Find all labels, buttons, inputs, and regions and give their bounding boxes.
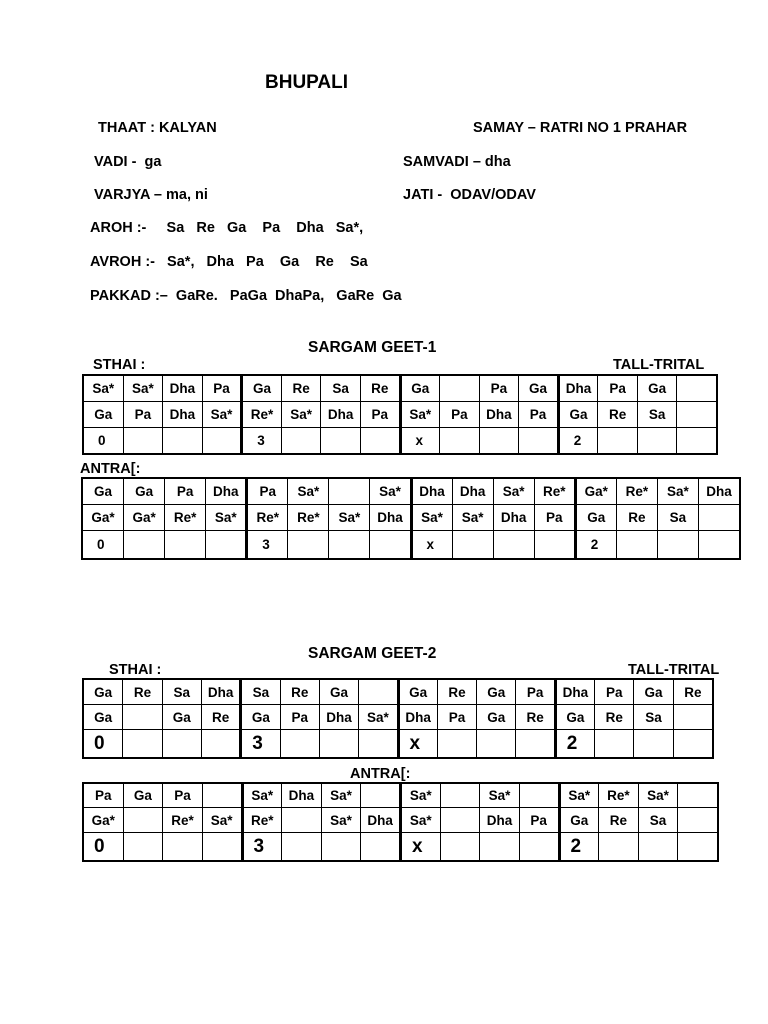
note-cell: Dha xyxy=(480,808,520,833)
note-cell: Re xyxy=(616,505,657,531)
beat-marker-cell: 2 xyxy=(555,730,594,758)
note-cell xyxy=(678,784,718,808)
note-cell: Re* xyxy=(242,808,282,833)
beat-marker-cell xyxy=(321,833,361,861)
jati-text: JATI - ODAV/ODAV xyxy=(403,187,536,203)
note-cell: Ga xyxy=(84,705,123,730)
beat-marker-cell xyxy=(673,730,712,758)
page-title: BHUPALI xyxy=(265,72,349,93)
note-cell: Sa* xyxy=(84,376,124,402)
note-cell xyxy=(677,402,717,428)
note-cell: Sa* xyxy=(638,784,678,808)
geet2-sthai-label: STHAI : xyxy=(109,662,162,678)
note-cell: Ga xyxy=(637,376,677,402)
aroh-text: AROH :- Sa Re Ga Pa Dha Sa*, xyxy=(90,220,364,236)
note-cell: Ga* xyxy=(84,808,124,833)
note-cell: Sa* xyxy=(359,705,398,730)
note-cell: Sa* xyxy=(321,784,361,808)
geet1-antra-table xyxy=(82,478,740,559)
beat-marker-cell xyxy=(360,428,400,454)
note-cell: Sa* xyxy=(657,479,698,505)
note-cell: Dha xyxy=(698,479,739,505)
note-cell: Re xyxy=(516,705,555,730)
beat-marker-cell xyxy=(440,428,480,454)
note-cell: Re xyxy=(595,705,634,730)
note-cell: Sa* xyxy=(480,784,520,808)
beat-marker-cell xyxy=(163,428,203,454)
note-cell: Re* xyxy=(534,479,575,505)
beat-marker-cell xyxy=(123,730,162,758)
notation-row xyxy=(84,705,713,730)
beat-marker-cell xyxy=(677,428,717,454)
beat-marker-cell xyxy=(678,833,718,861)
note-cell xyxy=(698,505,739,531)
note-cell: Dha xyxy=(411,479,452,505)
note-cell: Re xyxy=(281,376,321,402)
note-cell xyxy=(678,808,718,833)
note-cell: Sa* xyxy=(370,479,411,505)
beat-marker-cell xyxy=(321,428,361,454)
note-cell: Ga xyxy=(241,705,280,730)
beat-marker-cell xyxy=(479,428,519,454)
taal-beat-row xyxy=(84,428,717,454)
beat-marker-cell: 2 xyxy=(559,833,599,861)
beat-marker-cell xyxy=(202,428,242,454)
note-cell: Re xyxy=(598,402,638,428)
note-cell: Ga xyxy=(242,376,282,402)
note-cell: Sa* xyxy=(281,402,321,428)
note-cell: Re xyxy=(437,680,476,705)
note-cell: Sa* xyxy=(123,376,163,402)
note-cell: Ga xyxy=(162,705,201,730)
beat-marker-cell xyxy=(124,531,165,559)
beat-marker-cell: x xyxy=(398,730,437,758)
note-cell: Sa xyxy=(638,808,678,833)
beat-marker-cell xyxy=(440,833,480,861)
note-cell: Pa xyxy=(440,402,480,428)
beat-marker-cell xyxy=(288,531,329,559)
taal-beat-row xyxy=(83,531,740,559)
note-cell xyxy=(673,705,712,730)
beat-marker-cell xyxy=(519,833,559,861)
note-cell: Dha xyxy=(206,479,247,505)
note-cell: Sa xyxy=(637,402,677,428)
note-cell: Sa xyxy=(634,705,673,730)
beat-marker-cell: x xyxy=(400,428,440,454)
note-cell: Re* xyxy=(247,505,288,531)
note-cell: Ga xyxy=(558,402,598,428)
note-cell: Ga* xyxy=(575,479,616,505)
note-cell: Re xyxy=(201,705,240,730)
note-cell: Re xyxy=(599,808,639,833)
note-cell: Re* xyxy=(616,479,657,505)
note-cell: Sa* xyxy=(559,784,599,808)
pakkad-text: PAKKAD :– GaRe. PaGa DhaPa, GaRe Ga xyxy=(90,288,402,304)
beat-marker-cell xyxy=(534,531,575,559)
note-cell: Sa* xyxy=(288,479,329,505)
beat-marker-cell xyxy=(598,428,638,454)
beat-marker-cell xyxy=(452,531,493,559)
note-cell xyxy=(282,808,322,833)
geet1-taal-label: TALL-TRITAL xyxy=(613,357,705,373)
beat-marker-cell xyxy=(595,730,634,758)
notation-row xyxy=(84,680,713,705)
beat-marker-cell xyxy=(123,428,163,454)
note-cell: Dha xyxy=(370,505,411,531)
geet1-antra-label: ANTRA[: xyxy=(80,461,141,477)
beat-marker-cell: 2 xyxy=(558,428,598,454)
note-cell: Dha xyxy=(479,402,519,428)
note-cell: Pa xyxy=(516,680,555,705)
note-cell: Pa xyxy=(519,808,559,833)
note-cell: Dha xyxy=(452,479,493,505)
note-cell: Dha xyxy=(558,376,598,402)
note-cell: Ga xyxy=(477,705,516,730)
beat-marker-cell xyxy=(206,531,247,559)
note-cell: Re* xyxy=(242,402,282,428)
beat-marker-cell xyxy=(480,833,520,861)
beat-marker-cell xyxy=(516,730,555,758)
note-cell: Re* xyxy=(163,808,203,833)
note-cell: Sa* xyxy=(329,505,370,531)
beat-marker-cell: 3 xyxy=(247,531,288,559)
note-cell: Pa xyxy=(519,402,559,428)
note-cell: Ga xyxy=(123,784,163,808)
note-cell: Sa xyxy=(321,376,361,402)
notation-row xyxy=(84,402,717,428)
beat-marker-cell: 0 xyxy=(84,833,124,861)
beat-marker-cell xyxy=(165,531,206,559)
beat-marker-cell: x xyxy=(411,531,452,559)
beat-marker-cell xyxy=(162,730,201,758)
samvadi-text: SAMVADI – dha xyxy=(403,154,511,170)
note-cell xyxy=(440,376,480,402)
note-cell: Ga xyxy=(634,680,673,705)
note-cell xyxy=(519,784,559,808)
note-cell: Sa* xyxy=(401,808,441,833)
beat-marker-cell xyxy=(519,428,559,454)
note-cell: Ga xyxy=(83,479,124,505)
note-cell: Pa xyxy=(84,784,124,808)
note-cell xyxy=(677,376,717,402)
thaat-text: THAAT : KALYAN xyxy=(98,120,217,136)
note-cell: Dha xyxy=(493,505,534,531)
notation-row xyxy=(84,808,718,833)
note-cell: Ga* xyxy=(124,505,165,531)
note-cell: Ga xyxy=(559,808,599,833)
beat-marker-cell: 0 xyxy=(84,730,123,758)
note-cell: Ga xyxy=(555,705,594,730)
note-cell: Re xyxy=(280,680,319,705)
beat-marker-cell xyxy=(123,833,163,861)
note-cell: Dha xyxy=(163,402,203,428)
beat-marker-cell xyxy=(163,833,203,861)
avroh-text: AVROH :- Sa*, Dha Pa Ga Re Sa xyxy=(90,254,368,270)
note-cell: Sa* xyxy=(202,808,242,833)
note-cell: Dha xyxy=(321,402,361,428)
note-cell: Ga xyxy=(477,680,516,705)
beat-marker-cell: 3 xyxy=(241,730,280,758)
beat-marker-cell: x xyxy=(401,833,441,861)
note-cell: Re xyxy=(360,376,400,402)
note-cell: Sa* xyxy=(202,402,242,428)
beat-marker-cell xyxy=(634,730,673,758)
note-cell: Ga xyxy=(124,479,165,505)
note-cell: Sa xyxy=(162,680,201,705)
note-cell: Re* xyxy=(599,784,639,808)
beat-marker-cell xyxy=(359,730,398,758)
vadi-text: VADI - ga xyxy=(94,154,162,170)
taal-beat-row xyxy=(84,833,718,861)
note-cell: Ga xyxy=(400,376,440,402)
note-cell xyxy=(202,784,242,808)
beat-marker-cell xyxy=(281,428,321,454)
geet1-sthai-label: STHAI : xyxy=(93,357,146,373)
note-cell: Pa xyxy=(280,705,319,730)
geet2-sthai-table xyxy=(83,679,713,758)
notation-row xyxy=(83,505,740,531)
note-cell xyxy=(329,479,370,505)
notation-row xyxy=(84,784,718,808)
note-cell: Sa* xyxy=(242,784,282,808)
note-cell: Sa* xyxy=(493,479,534,505)
samay-text: SAMAY – RATRI NO 1 PRAHAR xyxy=(473,120,688,136)
beat-marker-cell xyxy=(599,833,639,861)
note-cell: Dha xyxy=(555,680,594,705)
note-cell xyxy=(440,808,480,833)
note-cell: Sa* xyxy=(401,784,441,808)
beat-marker-cell: 3 xyxy=(242,428,282,454)
beat-marker-cell xyxy=(201,730,240,758)
beat-marker-cell xyxy=(698,531,739,559)
beat-marker-cell xyxy=(638,833,678,861)
note-cell: Pa xyxy=(360,402,400,428)
note-cell: Re xyxy=(673,680,712,705)
note-cell: Re xyxy=(123,680,162,705)
taal-beat-row xyxy=(84,730,713,758)
note-cell xyxy=(361,784,401,808)
beat-marker-cell xyxy=(370,531,411,559)
note-cell: Pa xyxy=(165,479,206,505)
beat-marker-cell xyxy=(657,531,698,559)
note-cell: Sa xyxy=(241,680,280,705)
geet2-title: SARGAM GEET-2 xyxy=(308,645,437,662)
beat-marker-cell xyxy=(202,833,242,861)
note-cell: Pa xyxy=(534,505,575,531)
beat-marker-cell xyxy=(637,428,677,454)
note-cell: Dha xyxy=(163,376,203,402)
note-cell: Re* xyxy=(165,505,206,531)
geet1-sthai-table xyxy=(83,375,717,454)
note-cell: Sa* xyxy=(452,505,493,531)
note-cell xyxy=(123,808,163,833)
notation-row xyxy=(83,479,740,505)
beat-marker-cell xyxy=(319,730,358,758)
note-cell: Pa xyxy=(163,784,203,808)
beat-marker-cell: 0 xyxy=(83,531,124,559)
note-cell: Dha xyxy=(398,705,437,730)
beat-marker-cell xyxy=(493,531,534,559)
beat-marker-cell xyxy=(329,531,370,559)
note-cell: Ga xyxy=(575,505,616,531)
geet2-taal-label: TALL-TRITAL xyxy=(628,662,720,678)
geet1-title: SARGAM GEET-1 xyxy=(308,339,437,356)
note-cell: Pa xyxy=(595,680,634,705)
note-cell: Sa* xyxy=(321,808,361,833)
beat-marker-cell xyxy=(361,833,401,861)
note-cell: Sa xyxy=(657,505,698,531)
beat-marker-cell xyxy=(477,730,516,758)
beat-marker-cell: 2 xyxy=(575,531,616,559)
note-cell: Dha xyxy=(361,808,401,833)
note-cell: Dha xyxy=(319,705,358,730)
note-cell: Ga xyxy=(84,680,123,705)
note-cell: Dha xyxy=(201,680,240,705)
note-cell: Sa* xyxy=(400,402,440,428)
beat-marker-cell xyxy=(280,730,319,758)
note-cell: Re* xyxy=(288,505,329,531)
note-cell: Ga xyxy=(519,376,559,402)
note-cell xyxy=(359,680,398,705)
beat-marker-cell: 3 xyxy=(242,833,282,861)
note-cell: Pa xyxy=(123,402,163,428)
note-cell: Sa* xyxy=(411,505,452,531)
note-cell xyxy=(440,784,480,808)
note-cell: Dha xyxy=(282,784,322,808)
varjya-text: VARJYA – ma, ni xyxy=(94,187,208,203)
note-cell: Pa xyxy=(202,376,242,402)
notation-row xyxy=(84,376,717,402)
note-cell: Pa xyxy=(598,376,638,402)
beat-marker-cell: 0 xyxy=(84,428,124,454)
note-cell: Ga xyxy=(398,680,437,705)
note-cell: Pa xyxy=(437,705,476,730)
geet2-antra-table xyxy=(83,783,718,861)
beat-marker-cell xyxy=(282,833,322,861)
geet2-antra-label: ANTRA[: xyxy=(350,766,411,782)
note-cell: Ga xyxy=(84,402,124,428)
note-cell: Pa xyxy=(247,479,288,505)
note-cell xyxy=(123,705,162,730)
note-cell: Pa xyxy=(479,376,519,402)
note-cell: Ga xyxy=(319,680,358,705)
beat-marker-cell xyxy=(437,730,476,758)
note-cell: Sa* xyxy=(206,505,247,531)
note-cell: Ga* xyxy=(83,505,124,531)
beat-marker-cell xyxy=(616,531,657,559)
